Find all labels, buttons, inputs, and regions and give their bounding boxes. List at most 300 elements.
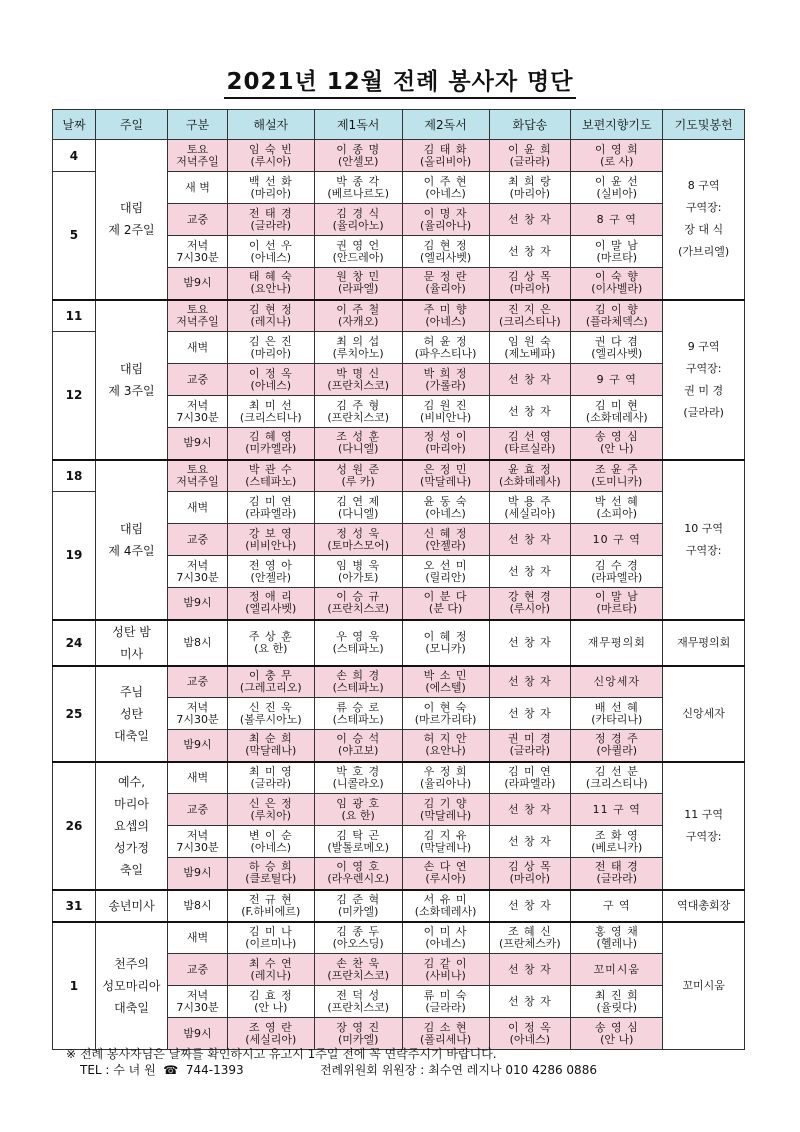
- volunteer-name: 선 창 자: [507, 898, 552, 912]
- volunteer-name: 구 역: [602, 898, 631, 912]
- volunteer-cell: [314, 428, 402, 460]
- volunteer-name: 문 정 란: [423, 270, 468, 284]
- volunteer-cell: [227, 890, 314, 922]
- sunday-line: 성가정: [114, 840, 149, 855]
- baptismal-name: (율리아노): [332, 218, 384, 232]
- baptismal-name: (미카엘라): [245, 442, 297, 456]
- volunteer-cell: [571, 204, 663, 236]
- volunteer-name: 김 상 목: [507, 860, 552, 874]
- volunteer-name: 이 주 현: [423, 174, 468, 188]
- baptismal-name: (라파엘라): [245, 506, 297, 520]
- volunteer-cell: [227, 172, 314, 204]
- header-commentator: 해설자: [227, 110, 314, 140]
- baptismal-name: (카타리나): [591, 712, 643, 726]
- volunteer-cell: [314, 204, 402, 236]
- volunteer-name: 김 선 분: [594, 764, 639, 778]
- baptismal-name: (아네스): [509, 1032, 551, 1046]
- baptismal-name: (릴리안): [425, 570, 466, 584]
- volunteer-name: 김 기 양: [423, 796, 468, 810]
- volunteer-cell: [227, 794, 314, 826]
- sunday-cell: [95, 666, 167, 762]
- volunteer-cell: [571, 986, 663, 1018]
- service-type-cell: [168, 524, 228, 556]
- service-type-line: 새벽: [186, 500, 209, 514]
- volunteer-cell: [489, 826, 571, 858]
- baptismal-name: (제노베파): [504, 346, 556, 360]
- baptismal-name: (마리아): [509, 282, 551, 296]
- volunteer-name: 꼬미시움: [593, 962, 641, 976]
- volunteer-cell: [571, 268, 663, 300]
- volunteer-cell: [402, 698, 489, 730]
- sunday-line: 주님: [119, 684, 144, 699]
- volunteer-name: 이 윤 희: [507, 142, 552, 156]
- baptismal-name: (마리아): [509, 186, 551, 200]
- service-type-line: 새벽: [186, 340, 209, 354]
- volunteer-name: 선 창 자: [507, 674, 552, 688]
- sunday-line: 성모마리아: [102, 978, 161, 993]
- volunteer-name: 홍 영 채: [594, 924, 639, 938]
- volunteer-name: 조 혜 신: [507, 924, 552, 938]
- volunteer-cell: [571, 364, 663, 396]
- service-type-line: 교중: [186, 532, 209, 546]
- volunteer-cell: [314, 954, 402, 986]
- baptismal-name: (헬레나): [596, 936, 637, 950]
- volunteer-cell: [227, 698, 314, 730]
- baptismal-name: (마르타): [596, 602, 637, 616]
- baptismal-name: (실비아): [596, 186, 637, 200]
- volunteer-cell: [402, 140, 489, 172]
- volunteer-name: 선 창 자: [507, 244, 552, 258]
- offering-line: 9 구역: [687, 339, 720, 353]
- sunday-cell: [95, 762, 167, 890]
- sunday-line: 제 4주일: [108, 543, 155, 558]
- service-type-cell: [168, 922, 228, 954]
- volunteer-name: 박 용 주: [507, 494, 552, 508]
- header-reading2: 제2독서: [402, 110, 489, 140]
- volunteer-name: 송 영 심: [594, 1020, 639, 1034]
- offering-cell: [663, 620, 745, 666]
- baptismal-name: (스테파노): [332, 680, 384, 694]
- volunteer-cell: [227, 826, 314, 858]
- baptismal-name: (다니엘): [337, 506, 379, 520]
- sunday-line: 대림: [119, 361, 144, 376]
- baptismal-name: (자캐오): [337, 314, 379, 328]
- baptismal-name: (프란체스카): [499, 936, 561, 950]
- volunteer-name: 신 은 정: [248, 796, 293, 810]
- volunteer-cell: [489, 172, 571, 204]
- volunteer-name: 전 규 현: [248, 892, 293, 906]
- volunteer-cell: [571, 922, 663, 954]
- volunteer-cell: [227, 268, 314, 300]
- volunteer-cell: [402, 794, 489, 826]
- baptismal-name: (아네스): [425, 314, 466, 328]
- date-cell: 24: [53, 620, 96, 666]
- offering-line: 구역장:: [685, 829, 722, 843]
- baptismal-name: (분 다): [428, 602, 463, 616]
- baptismal-name: (모니카): [425, 641, 466, 655]
- volunteer-name: 11 구 역: [592, 802, 641, 816]
- offering-line: 구역장:: [685, 361, 722, 375]
- date-cell: 19: [53, 492, 96, 620]
- baptismal-name: (안 나): [600, 442, 634, 456]
- volunteer-name: 선 창 자: [507, 802, 552, 816]
- volunteer-name: 정 애 리: [248, 590, 293, 604]
- baptismal-name: (크리스티나): [499, 314, 561, 328]
- volunteer-name: 권 영 언: [336, 238, 381, 252]
- offering-cell: [663, 140, 745, 300]
- baptismal-name: (레지나): [250, 314, 291, 328]
- volunteer-cell: [489, 268, 571, 300]
- volunteer-cell: [571, 428, 663, 460]
- baptismal-name: (막달레나): [420, 474, 472, 488]
- volunteer-name: 김 미 현: [594, 398, 639, 412]
- volunteer-cell: [489, 588, 571, 620]
- baptismal-name: (소화데레사): [499, 474, 561, 488]
- volunteer-name: 박 소 민: [423, 668, 468, 682]
- volunteer-cell: [571, 300, 663, 332]
- header-date: 날짜: [53, 110, 96, 140]
- volunteer-name: 이 종 명: [336, 142, 381, 156]
- service-type-cell: [168, 620, 228, 666]
- sunday-line: 제 2주일: [108, 223, 155, 238]
- service-type-line: 밤8시: [183, 898, 212, 912]
- table-row: [53, 300, 745, 332]
- volunteer-name: 윤 동 숙: [423, 494, 468, 508]
- volunteer-cell: [227, 332, 314, 364]
- volunteer-cell: [489, 890, 571, 922]
- offering-cell: [663, 666, 745, 762]
- baptismal-name: (에스텔): [425, 680, 466, 694]
- volunteer-cell: [489, 460, 571, 492]
- baptismal-name: (레지나): [250, 968, 291, 982]
- offering-line: 11 구역: [684, 807, 724, 821]
- volunteer-name: 김 선 영: [507, 430, 552, 444]
- service-type-cell: [168, 556, 228, 588]
- volunteer-name: 선 창 자: [507, 635, 552, 649]
- volunteer-cell: [402, 826, 489, 858]
- volunteer-name: 조 성 훈: [336, 430, 381, 444]
- service-type-cell: [168, 332, 228, 364]
- header-psalm: 화답송: [489, 110, 571, 140]
- service-type-line: 새벽: [186, 770, 209, 784]
- volunteer-name: 최 미 영: [248, 764, 293, 778]
- volunteer-cell: [402, 428, 489, 460]
- table-row: [53, 666, 745, 698]
- volunteer-name: 김 효 정: [248, 988, 293, 1002]
- service-type-line: 저녁주일: [176, 314, 219, 328]
- sunday-cell: [95, 890, 167, 922]
- volunteer-name: 이 충 무: [248, 668, 293, 682]
- volunteer-cell: [489, 524, 571, 556]
- volunteer-cell: [227, 922, 314, 954]
- volunteer-cell: [402, 204, 489, 236]
- volunteer-name: 태 혜 숙: [248, 270, 293, 284]
- volunteer-name: 이 숙 향: [594, 270, 639, 284]
- volunteer-cell: [571, 730, 663, 762]
- baptismal-name: (루치아): [250, 808, 291, 822]
- volunteer-cell: [489, 986, 571, 1018]
- volunteer-name: 정 성 이: [423, 430, 468, 444]
- offering-cell: [663, 300, 745, 460]
- volunteer-cell: [227, 620, 314, 666]
- baptismal-name: (안젤라): [425, 538, 466, 552]
- volunteer-cell: [314, 300, 402, 332]
- service-type-cell: [168, 300, 228, 332]
- baptismal-name: (프란치스코): [327, 378, 390, 392]
- service-type-line: 7시30분: [176, 840, 219, 854]
- header-row: [53, 110, 745, 140]
- volunteer-name: 선 창 자: [507, 372, 552, 386]
- volunteer-cell: [314, 236, 402, 268]
- baptismal-name: (발톨로메오): [327, 840, 390, 854]
- volunteer-name: 선 창 자: [507, 564, 552, 578]
- volunteer-name: 조 화 영: [594, 828, 639, 842]
- baptismal-name: (라파엘라): [591, 570, 643, 584]
- volunteer-cell: [402, 364, 489, 396]
- baptismal-name: (소화데레사): [414, 904, 477, 918]
- sunday-cell: [95, 300, 167, 460]
- volunteer-name: 이 주 철: [336, 302, 381, 316]
- service-type-cell: [168, 268, 228, 300]
- baptismal-name: (아네스): [250, 378, 291, 392]
- volunteer-name: 우 영 욱: [336, 629, 381, 643]
- volunteer-cell: [227, 396, 314, 428]
- service-type-line: 저녁: [186, 398, 209, 412]
- service-type-cell: [168, 666, 228, 698]
- volunteer-cell: [489, 1018, 571, 1050]
- volunteer-name: 정 경 주: [594, 732, 639, 746]
- baptismal-name: (스테파노): [245, 474, 297, 488]
- volunteer-cell: [489, 140, 571, 172]
- volunteer-name: 신 혜 정: [423, 526, 468, 540]
- volunteer-name: 최 희 랑: [507, 174, 552, 188]
- volunteer-name: 선 창 자: [507, 994, 552, 1008]
- service-type-cell: [168, 794, 228, 826]
- volunteer-name: 이 승 석: [336, 732, 381, 746]
- baptismal-name: (글라라): [425, 1000, 466, 1014]
- volunteer-cell: [402, 332, 489, 364]
- baptismal-name: (폴리세나): [420, 1032, 472, 1046]
- volunteer-cell: [489, 300, 571, 332]
- volunteer-name: 김 현 정: [248, 302, 293, 316]
- volunteer-name: 박 호 경: [336, 764, 381, 778]
- volunteer-cell: [571, 140, 663, 172]
- baptismal-name: (크리스티나): [239, 410, 302, 424]
- volunteer-cell: [314, 986, 402, 1018]
- volunteer-cell: [489, 332, 571, 364]
- volunteer-name: 10 구 역: [592, 532, 641, 546]
- volunteer-name: 8 구 역: [596, 212, 637, 226]
- baptismal-name: (막달레나): [420, 808, 472, 822]
- baptismal-name: (글라라): [250, 776, 291, 790]
- volunteer-cell: [314, 588, 402, 620]
- baptismal-name: (니콜라오): [332, 776, 384, 790]
- service-type-line: 새 벽: [185, 180, 210, 194]
- volunteer-cell: [571, 396, 663, 428]
- sunday-line: 대축일: [114, 1000, 149, 1015]
- volunteer-name: 서 유 미: [423, 892, 468, 906]
- baptismal-name: (글라라): [250, 218, 291, 232]
- baptismal-name: (안젤라): [250, 570, 291, 584]
- header-sunday: 주일: [95, 110, 167, 140]
- baptismal-name: (올리비아): [420, 154, 472, 168]
- baptismal-name: (프란치스코): [327, 1000, 390, 1014]
- footer-contact: TEL : 수 녀 원 ☎ 744-1393 전례위원회 위원장 : 최수연 레지나 010 4286 0886: [80, 1063, 597, 1077]
- volunteer-name: 전 태 경: [594, 860, 639, 874]
- volunteer-name: 전 영 아: [248, 558, 293, 572]
- service-type-line: 밤9시: [183, 276, 212, 290]
- service-type-line: 토요: [186, 302, 209, 316]
- volunteer-cell: [402, 730, 489, 762]
- service-type-cell: [168, 986, 228, 1018]
- schedule-table: [52, 109, 745, 1050]
- volunteer-name: 선 창 자: [507, 834, 552, 848]
- volunteer-cell: [571, 556, 663, 588]
- service-type-cell: [168, 396, 228, 428]
- sunday-cell: [95, 922, 167, 1050]
- volunteer-name: 임 숙 빈: [248, 142, 293, 156]
- volunteer-cell: [402, 954, 489, 986]
- service-type-line: 저녁: [186, 558, 209, 572]
- volunteer-name: 김 연 제: [336, 494, 381, 508]
- baptismal-name: (율리아): [425, 282, 466, 296]
- volunteer-name: 김 같 이: [423, 956, 468, 970]
- table-row: [53, 890, 745, 922]
- sunday-line: 천주의: [114, 956, 149, 971]
- baptismal-name: (안 나): [600, 1032, 634, 1046]
- service-type-line: 저녁: [186, 828, 209, 842]
- volunteer-cell: [314, 794, 402, 826]
- volunteer-name: 이 정 옥: [507, 1020, 552, 1034]
- offering-cell: [663, 922, 745, 1050]
- date-cell: 25: [53, 666, 96, 762]
- sunday-line: 제 3주일: [108, 383, 155, 398]
- volunteer-cell: [489, 762, 571, 794]
- service-type-line: 교중: [186, 372, 209, 386]
- baptismal-name: (루시아): [509, 602, 551, 616]
- service-type-line: 밤9시: [183, 1026, 212, 1040]
- service-type-cell: [168, 698, 228, 730]
- volunteer-name: 이 영 호: [336, 860, 381, 874]
- volunteer-name: 선 창 자: [507, 404, 552, 418]
- volunteer-name: 김 주 형: [336, 398, 381, 412]
- offering-line: 꼬미시움: [682, 978, 725, 992]
- baptismal-name: (요 한): [254, 641, 288, 655]
- date-cell: 11: [53, 300, 96, 332]
- volunteer-name: 최 수 연: [248, 956, 293, 970]
- volunteer-cell: [489, 730, 571, 762]
- baptismal-name: (마리아): [425, 442, 466, 456]
- volunteer-cell: [571, 698, 663, 730]
- volunteer-cell: [402, 620, 489, 666]
- sunday-line: 대림: [119, 521, 144, 536]
- table-row: [53, 460, 745, 492]
- service-type-line: 밤9시: [183, 738, 212, 752]
- baptismal-name: (세실리아): [245, 1032, 297, 1046]
- baptismal-name: (플라체덱스): [585, 314, 648, 328]
- baptismal-name: (도미니카): [591, 474, 643, 488]
- volunteer-name: 하 승 희: [248, 860, 293, 874]
- volunteer-name: 이 분 다: [423, 590, 468, 604]
- volunteer-cell: [489, 492, 571, 524]
- service-type-line: 7시30분: [176, 1000, 219, 1014]
- baptismal-name: (안드레아): [332, 250, 384, 264]
- volunteer-cell: [571, 332, 663, 364]
- volunteer-cell: [314, 140, 402, 172]
- volunteer-name: 이 미 사: [423, 924, 468, 938]
- volunteer-cell: [402, 556, 489, 588]
- volunteer-name: 전 태 경: [248, 206, 293, 220]
- volunteer-name: 김 종 두: [336, 924, 381, 938]
- baptismal-name: (클로틸다): [245, 872, 297, 886]
- baptismal-name: (엘리사벳): [420, 250, 472, 264]
- volunteer-cell: [402, 300, 489, 332]
- baptismal-name: (미카엘): [337, 904, 379, 918]
- service-type-line: 새벽: [186, 930, 209, 944]
- baptismal-name: (루시아): [425, 872, 466, 886]
- volunteer-cell: [314, 268, 402, 300]
- volunteer-name: 김 태 화: [423, 142, 468, 156]
- baptismal-name: (라우렌시오): [327, 872, 390, 886]
- volunteer-name: 최 진 희: [594, 988, 639, 1002]
- volunteer-name: 김 준 혁: [336, 892, 381, 906]
- baptismal-name: (마리아): [509, 872, 551, 886]
- offering-line: 구역장:: [685, 543, 722, 557]
- sunday-line: 성탄 밤: [112, 624, 151, 639]
- sunday-line: 예수,: [118, 774, 146, 789]
- footer-notice: ※ 전례 봉사자님은 날짜를 확인하시고 유고시 1주일 전에 꼭 연락주시기 바랍니다.: [66, 1047, 497, 1061]
- service-type-line: 저녁주일: [176, 154, 219, 168]
- volunteer-name: 허 지 안: [423, 732, 468, 746]
- offering-line: 권 미 경: [684, 383, 724, 397]
- volunteer-cell: [489, 666, 571, 698]
- volunteer-cell: [571, 460, 663, 492]
- service-type-cell: [168, 858, 228, 890]
- baptismal-name: (요 한): [341, 808, 375, 822]
- baptismal-name: (프란치스코): [327, 410, 390, 424]
- volunteer-name: 이 말 남: [594, 238, 639, 252]
- baptismal-name: (엘리사벳): [591, 346, 643, 360]
- baptismal-name: (다니엘): [337, 442, 379, 456]
- service-type-cell: [168, 172, 228, 204]
- volunteer-cell: [489, 396, 571, 428]
- baptismal-name: (안 나): [254, 1000, 288, 1014]
- offering-line: 구역장:: [685, 201, 722, 215]
- baptismal-name: (막달레나): [245, 744, 297, 758]
- date-cell: 18: [53, 460, 96, 492]
- volunteer-cell: [571, 524, 663, 556]
- volunteer-name: 은 정 민: [423, 462, 468, 476]
- volunteer-cell: [571, 890, 663, 922]
- volunteer-name: 주 미 향: [423, 302, 468, 316]
- baptismal-name: (토마스모어): [327, 538, 390, 552]
- service-type-line: 밤8시: [183, 635, 212, 649]
- service-type-cell: [168, 826, 228, 858]
- baptismal-name: (세실리아): [504, 506, 556, 520]
- sunday-cell: [95, 460, 167, 620]
- volunteer-name: 최 의 섭: [336, 334, 381, 348]
- baptismal-name: (글라라): [509, 154, 551, 168]
- offering-line: 8 구역: [687, 179, 720, 193]
- service-type-line: 7시30분: [176, 712, 219, 726]
- volunteer-cell: [227, 730, 314, 762]
- volunteer-name: 김 미 나: [248, 924, 293, 938]
- offering-line: (글라라): [683, 405, 724, 419]
- service-type-line: 저녁: [186, 700, 209, 714]
- volunteer-name: 이 선 우: [248, 238, 293, 252]
- baptismal-name: (아네스): [250, 250, 291, 264]
- volunteer-cell: [227, 858, 314, 890]
